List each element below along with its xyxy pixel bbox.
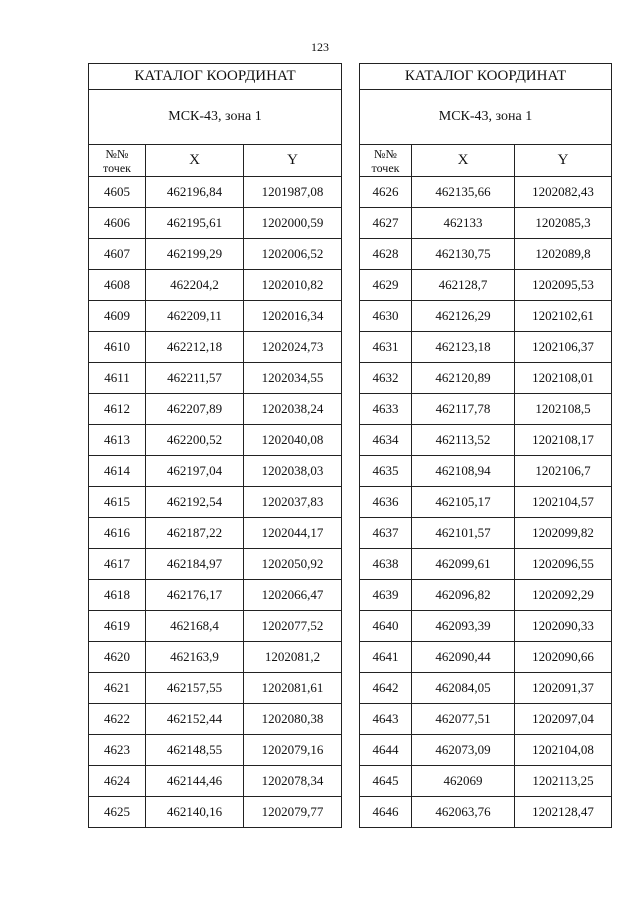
cell-x: 462187,22: [146, 518, 244, 549]
table-row: [89, 766, 342, 797]
cell-y: 1202050,92: [244, 549, 342, 580]
cell-point-no: 4626: [360, 177, 412, 208]
cell-y: 1202108,01: [515, 363, 612, 394]
cell-point-no: 4615: [89, 487, 146, 518]
table-row: [360, 239, 612, 270]
column-header-x: X: [146, 145, 244, 177]
cell-x: 462199,29: [146, 239, 244, 270]
table-row: [89, 332, 342, 363]
cell-point-no: 4607: [89, 239, 146, 270]
cell-y: 1202078,34: [244, 766, 342, 797]
table-row: [360, 766, 612, 797]
catalog-body: [89, 177, 342, 828]
cell-x: 462130,75: [412, 239, 515, 270]
cell-point-no: 4616: [89, 518, 146, 549]
cell-x: 462192,54: [146, 487, 244, 518]
cell-x: 462195,61: [146, 208, 244, 239]
table-row: [89, 549, 342, 580]
cell-x: 462176,17: [146, 580, 244, 611]
table-row: [89, 177, 342, 208]
table-row: [360, 735, 612, 766]
cell-y: 1202079,16: [244, 735, 342, 766]
column-header-point-no: №№ точек: [89, 145, 146, 177]
cell-x: 462211,57: [146, 363, 244, 394]
cell-x: 462152,44: [146, 704, 244, 735]
cell-point-no: 4627: [360, 208, 412, 239]
table-row: [89, 735, 342, 766]
cell-x: 462077,51: [412, 704, 515, 735]
cell-y: 1202040,08: [244, 425, 342, 456]
cell-x: 462144,46: [146, 766, 244, 797]
cell-x: 462209,11: [146, 301, 244, 332]
table-row: [89, 239, 342, 270]
cell-x: 462101,57: [412, 518, 515, 549]
cell-x: 462093,39: [412, 611, 515, 642]
cell-y: 1202104,57: [515, 487, 612, 518]
cell-x: 462197,04: [146, 456, 244, 487]
cell-point-no: 4641: [360, 642, 412, 673]
cell-y: 1202080,38: [244, 704, 342, 735]
cell-x: 462133: [412, 208, 515, 239]
cell-point-no: 4629: [360, 270, 412, 301]
cell-y: 1202108,5: [515, 394, 612, 425]
cell-y: 1202077,52: [244, 611, 342, 642]
cell-y: 1202095,53: [515, 270, 612, 301]
cell-point-no: 4638: [360, 549, 412, 580]
cell-y: 1202099,82: [515, 518, 612, 549]
cell-x: 462084,05: [412, 673, 515, 704]
cell-point-no: 4642: [360, 673, 412, 704]
cell-y: 1202085,3: [515, 208, 612, 239]
cell-x: 462212,18: [146, 332, 244, 363]
table-row: [89, 270, 342, 301]
table-row: [89, 611, 342, 642]
table-row: [89, 704, 342, 735]
coordinate-catalog-left: [88, 63, 342, 828]
cell-x: 462105,17: [412, 487, 515, 518]
table-row: [360, 394, 612, 425]
table-row: [360, 642, 612, 673]
cell-x: 462117,78: [412, 394, 515, 425]
cell-x: 462126,29: [412, 301, 515, 332]
cell-x: 462123,18: [412, 332, 515, 363]
cell-point-no: 4609: [89, 301, 146, 332]
cell-point-no: 4611: [89, 363, 146, 394]
cell-x: 462099,61: [412, 549, 515, 580]
table-row: [360, 797, 612, 828]
cell-point-no: 4619: [89, 611, 146, 642]
cell-x: 462168,4: [146, 611, 244, 642]
table-row: [360, 177, 612, 208]
cell-y: 1202096,55: [515, 549, 612, 580]
cell-point-no: 4639: [360, 580, 412, 611]
cell-x: 462196,84: [146, 177, 244, 208]
table-row: [360, 456, 612, 487]
cell-y: 1202104,08: [515, 735, 612, 766]
cell-point-no: 4644: [360, 735, 412, 766]
cell-y: 1202102,61: [515, 301, 612, 332]
table-row: [360, 518, 612, 549]
cell-point-no: 4624: [89, 766, 146, 797]
table-row: [89, 797, 342, 828]
cell-y: 1202081,61: [244, 673, 342, 704]
cell-y: 1202097,04: [515, 704, 612, 735]
cell-y: 1202092,29: [515, 580, 612, 611]
cell-x: 462204,2: [146, 270, 244, 301]
cell-point-no: 4646: [360, 797, 412, 828]
cell-point-no: 4645: [360, 766, 412, 797]
cell-point-no: 4618: [89, 580, 146, 611]
coordinate-catalog-right: [359, 63, 612, 828]
table-row: [360, 332, 612, 363]
table-row: [89, 580, 342, 611]
cell-y: 1202082,43: [515, 177, 612, 208]
cell-point-no: 4614: [89, 456, 146, 487]
cell-point-no: 4632: [360, 363, 412, 394]
cell-y: 1202016,34: [244, 301, 342, 332]
cell-y: 1202044,17: [244, 518, 342, 549]
cell-x: 462184,97: [146, 549, 244, 580]
cell-x: 462096,82: [412, 580, 515, 611]
cell-x: 462148,55: [146, 735, 244, 766]
table-row: [360, 580, 612, 611]
cell-x: 462157,55: [146, 673, 244, 704]
cell-point-no: 4635: [360, 456, 412, 487]
cell-point-no: 4610: [89, 332, 146, 363]
cell-y: 1202038,24: [244, 394, 342, 425]
cell-point-no: 4636: [360, 487, 412, 518]
cell-y: 1201987,08: [244, 177, 342, 208]
cell-y: 1202066,47: [244, 580, 342, 611]
cell-point-no: 4631: [360, 332, 412, 363]
cell-point-no: 4628: [360, 239, 412, 270]
cell-x: 462120,89: [412, 363, 515, 394]
catalog-title: КАТАЛОГ КООРДИНАТ: [360, 64, 612, 90]
cell-x: 462063,76: [412, 797, 515, 828]
cell-point-no: 4637: [360, 518, 412, 549]
cell-y: 1202106,37: [515, 332, 612, 363]
cell-x: 462108,94: [412, 456, 515, 487]
cell-x: 462128,7: [412, 270, 515, 301]
cell-y: 1202089,8: [515, 239, 612, 270]
table-row: [89, 394, 342, 425]
cell-y: 1202090,66: [515, 642, 612, 673]
cell-point-no: 4605: [89, 177, 146, 208]
cell-point-no: 4640: [360, 611, 412, 642]
cell-point-no: 4617: [89, 549, 146, 580]
cell-y: 1202106,7: [515, 456, 612, 487]
table-row: [360, 425, 612, 456]
table-row: [89, 518, 342, 549]
table-row: [360, 208, 612, 239]
cell-y: 1202024,73: [244, 332, 342, 363]
column-header-y: Y: [515, 145, 612, 177]
cell-x: 462073,09: [412, 735, 515, 766]
cell-point-no: 4625: [89, 797, 146, 828]
cell-y: 1202081,2: [244, 642, 342, 673]
cell-y: 1202006,52: [244, 239, 342, 270]
table-row: [89, 487, 342, 518]
table-row: [360, 301, 612, 332]
cell-point-no: 4623: [89, 735, 146, 766]
cell-point-no: 4620: [89, 642, 146, 673]
table-row: [89, 642, 342, 673]
cell-y: 1202091,37: [515, 673, 612, 704]
cell-point-no: 4613: [89, 425, 146, 456]
cell-y: 1202128,47: [515, 797, 612, 828]
catalog-title: КАТАЛОГ КООРДИНАТ: [89, 64, 342, 90]
cell-point-no: 4622: [89, 704, 146, 735]
cell-point-no: 4634: [360, 425, 412, 456]
column-header-y: Y: [244, 145, 342, 177]
cell-point-no: 4612: [89, 394, 146, 425]
table-row: [360, 673, 612, 704]
cell-y: 1202038,03: [244, 456, 342, 487]
catalog-body: [360, 177, 612, 828]
table-row: [89, 208, 342, 239]
cell-point-no: 4643: [360, 704, 412, 735]
cell-y: 1202000,59: [244, 208, 342, 239]
table-row: [360, 363, 612, 394]
cell-point-no: 4608: [89, 270, 146, 301]
cell-x: 462069: [412, 766, 515, 797]
table-row: [89, 456, 342, 487]
cell-y: 1202079,77: [244, 797, 342, 828]
catalog-subtitle: МСК-43, зона 1: [89, 90, 342, 145]
cell-y: 1202113,25: [515, 766, 612, 797]
cell-point-no: 4606: [89, 208, 146, 239]
table-row: [89, 673, 342, 704]
table-row: [360, 611, 612, 642]
table-row: [360, 704, 612, 735]
table-row: [360, 487, 612, 518]
cell-y: 1202090,33: [515, 611, 612, 642]
table-row: [89, 363, 342, 394]
column-header-x: X: [412, 145, 515, 177]
catalog-subtitle: МСК-43, зона 1: [360, 90, 612, 145]
cell-point-no: 4633: [360, 394, 412, 425]
table-row: [89, 425, 342, 456]
cell-x: 462163,9: [146, 642, 244, 673]
cell-point-no: 4621: [89, 673, 146, 704]
cell-x: 462113,52: [412, 425, 515, 456]
table-row: [360, 549, 612, 580]
table-row: [360, 270, 612, 301]
cell-x: 462090,44: [412, 642, 515, 673]
cell-y: 1202037,83: [244, 487, 342, 518]
column-header-point-no: №№ точек: [360, 145, 412, 177]
cell-y: 1202034,55: [244, 363, 342, 394]
cell-x: 462207,89: [146, 394, 244, 425]
cell-x: 462140,16: [146, 797, 244, 828]
page-number: 123: [311, 40, 329, 54]
cell-y: 1202010,82: [244, 270, 342, 301]
cell-x: 462200,52: [146, 425, 244, 456]
cell-x: 462135,66: [412, 177, 515, 208]
cell-y: 1202108,17: [515, 425, 612, 456]
cell-point-no: 4630: [360, 301, 412, 332]
table-row: [89, 301, 342, 332]
